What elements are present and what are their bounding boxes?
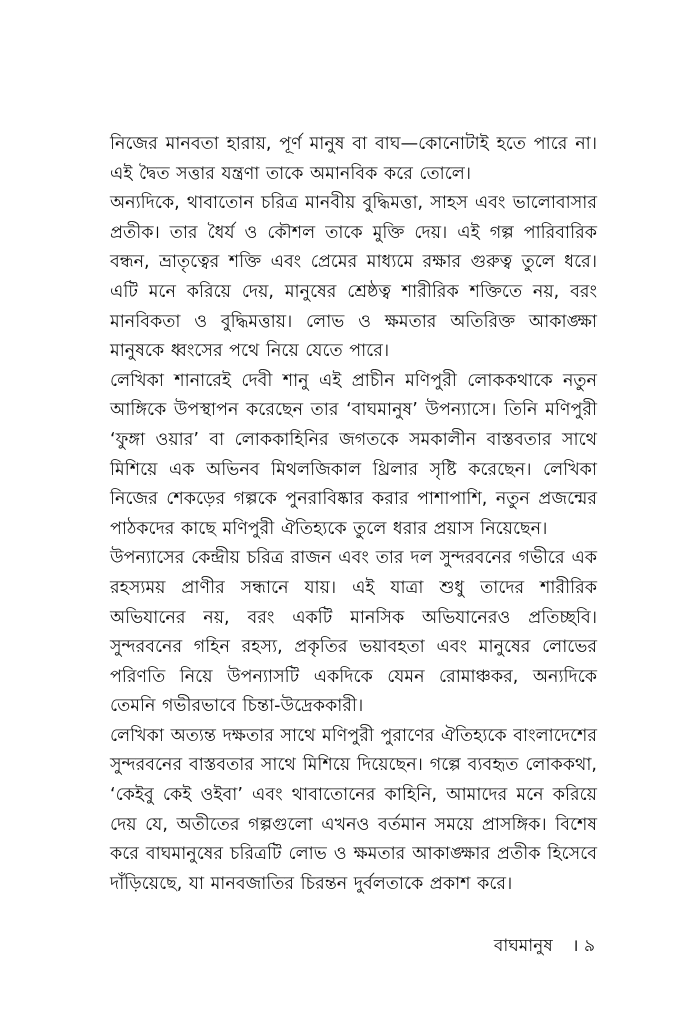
paragraph-2: অন্যদিকে, থাবাতোন চরিত্র মানবীয় বুদ্ধিমত্তা, সাহস এবং ভালোবাসার প্রতীক। তার ধৈর্য ও কৌশল তাকে মুক্তি দেয়। এই গল্প পারিবারিক বন্ধন, ভ্রাতৃত্বের শক্তি এবং প্রেমের মাধ্যমে রক্ষার গুরুত্ব তুলে ধরে। এটি মনে করিয়ে দেয়, মানুষের শ্রেষ্ঠত্ব শারীরিক শক্তিতে নয়, বরং মানবিকতা ও বুদ্ধিমত্তায়। লোভ ও ক্ষমতার অতিরিক্ত আকাঙ্ক্ষা মানুষকে ধ্বংসের পথে নিয়ে যেতে পারে। <box>110 193 597 362</box>
paragraph-3: লেখিকা শানারেই দেবী শানু এই প্রাচীন মণিপুরী লোককথাকে নতুন আঙ্গিকে উপস্থাপন করেছেন তার ‘বাঘমানুষ’ উপন্যাসে। তিনি মণিপুরী ‘ফুঙ্গা ওয়ার’ বা লোককাহিনির জগতকে সমকালীন বাস্তবতার সাথে মিশিয়ে এক অভিনব মিথলজিকাল থ্রিলার সৃষ্টি করেছেন। লেখিকা নিজের শেকড়ের গল্পকে পুনরাবিষ্কার করার পাশাপাশি, নতুন প্রজন্মের পাঠকদের কাছে মণিপুরী ঐতিহ্যকে তুলে ধরার প্রয়াস নিয়েছেন। <box>110 370 597 539</box>
paragraph-1: নিজের মানবতা হারায়, পূর্ণ মানুষ বা বাঘ—কোনোটাই হতে পারে না। এই দ্বৈত সত্তার যন্ত্রণা তাকে অমানবিক করে তোলে। <box>110 134 597 184</box>
footer-separator: । <box>572 936 579 956</box>
paragraph-4: উপন্যাসের কেন্দ্রীয় চরিত্র রাজন এবং তার দল সুন্দরবনের গভীরে এক রহস্যময় প্রাণীর সন্ধানে যায়। এই যাত্রা শুধু তাদের শারীরিক অভিযানের নয়, বরং একটি মানসিক অভিযানেরও প্রতিচ্ছবি। সুন্দরবনের গহিন রহস্য, প্রকৃতির ভয়াবহতা এবং মানুষের লোভের পরিণতি নিয়ে উপন্যাসটি একদিকে যেমন রোমাঞ্চকর, অন্যদিকে তেমনি গভীরভাবে চিন্তা-উদ্রেককারী। <box>110 548 597 717</box>
running-footer <box>494 934 595 958</box>
body-text <box>110 130 597 899</box>
footer-book-title: বাঘমানুষ <box>493 936 553 956</box>
paragraph-5: লেখিকা অত্যন্ত দক্ষতার সাথে মণিপুরী পুরাণের ঐতিহ্যকে বাংলাদেশের সুন্দরবনের বাস্তবতার সাথে মিশিয়ে দিয়েছেন। গল্পে ব্যবহৃত লোককথা, ‘কেইবু কেই ওইবা’ এবং থাবাতোনের কাহিনি, আমাদের মনে করিয়ে দেয় যে, অতীতের গল্পগুলো এখনও বর্তমান সময়ে প্রাসঙ্গিক। বিশেষ করে বাঘমানুষের চরিত্রটি লোভ ও ক্ষমতার আকাঙ্ক্ষার প্রতীক হিসেবে দাঁড়িয়েছে, যা মানবজাতির চিরন্তন দুর্বলতাকে প্রকাশ করে। <box>110 725 597 894</box>
page-number: ৯ <box>583 936 595 956</box>
